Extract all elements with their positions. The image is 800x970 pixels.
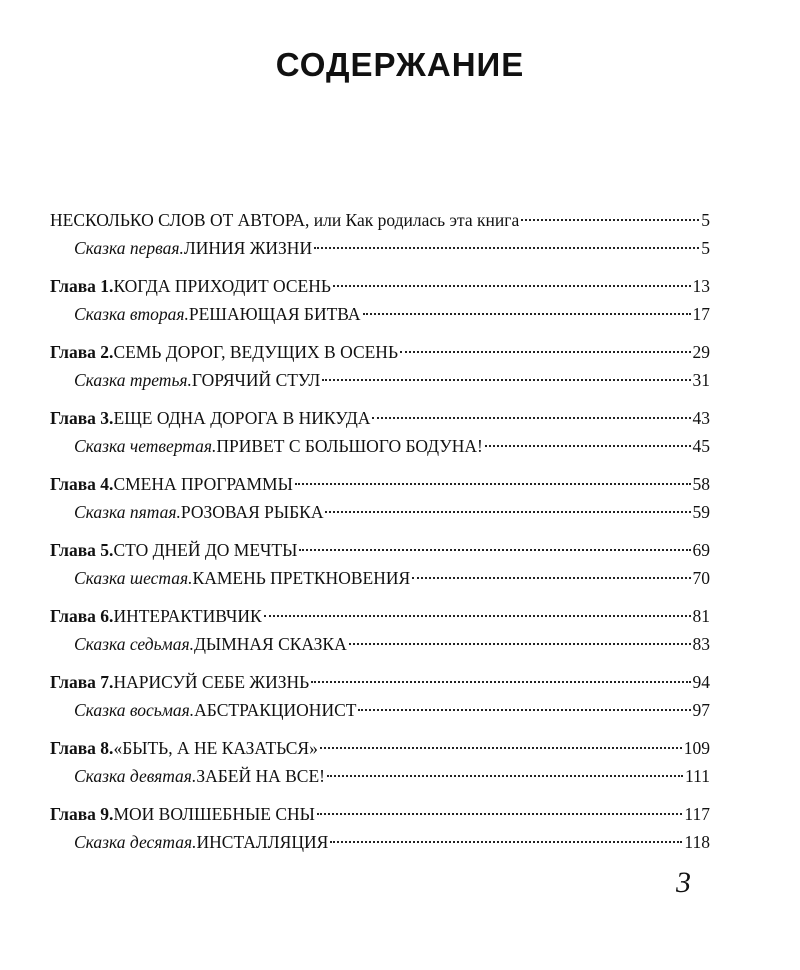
- entry-page-number: 118: [684, 832, 710, 852]
- entry-title: ИНТЕРАКТИВЧИК: [113, 606, 262, 626]
- page-title: СОДЕРЖАНИЕ: [275, 46, 525, 83]
- entry-title: СЕМЬ ДОРОГ, ВЕДУЩИХ В ОСЕНЬ: [113, 342, 398, 362]
- chapter-label: Глава 8.: [50, 738, 114, 758]
- entry-page-number: 5: [701, 210, 710, 230]
- tale-label: Сказка девятая.: [74, 766, 197, 786]
- toc-entry-tale: [74, 564, 710, 592]
- entry-title: КОГДА ПРИХОДИТ ОСЕНЬ: [113, 276, 331, 296]
- toc-entry-chapter: [50, 668, 710, 696]
- toc-entry-tale: [74, 234, 710, 262]
- entry-page-number: 43: [692, 408, 710, 428]
- toc-group: [0, 536, 800, 592]
- entry-title: РОЗОВАЯ РЫБКА: [180, 502, 324, 522]
- entry-title: РЕШАЮЩАЯ БИТВА: [188, 304, 361, 324]
- entry-page-number: 70: [692, 568, 710, 588]
- toc-entry-chapter: [50, 272, 710, 300]
- toc-group: [0, 470, 800, 526]
- tale-label: Сказка восьмая.: [74, 700, 195, 720]
- toc-group: [0, 338, 800, 394]
- dot-leader: [317, 813, 683, 815]
- chapter-label: Глава 3.: [50, 408, 114, 428]
- tale-label: Сказка третья.: [74, 370, 192, 390]
- tale-label: Сказка пятая.: [74, 502, 181, 522]
- dot-leader: [311, 681, 690, 683]
- toc-entry-chapter: [50, 404, 710, 432]
- entry-page-number: 31: [692, 370, 710, 390]
- entry-page-number: 5: [701, 238, 710, 258]
- entry-page-number: 109: [683, 738, 710, 758]
- tale-label: Сказка первая.: [74, 238, 184, 258]
- dot-leader: [264, 615, 691, 617]
- entry-page-number: 81: [692, 606, 710, 626]
- toc-group: [0, 602, 800, 658]
- entry-page-number: 13: [692, 276, 710, 296]
- entry-title: ПРИВЕТ С БОЛЬШОГО БОДУНА!: [216, 436, 483, 456]
- dot-leader: [320, 747, 682, 749]
- dot-leader: [314, 247, 699, 249]
- entry-title: СТО ДНЕЙ ДО МЕЧТЫ: [113, 540, 298, 560]
- chapter-label: Глава 2.: [50, 342, 114, 362]
- entry-page-number: 45: [692, 436, 710, 456]
- toc-entry-chapter: [50, 602, 710, 630]
- dot-leader: [330, 841, 682, 843]
- entry-title: ЗАБЕЙ НА ВСЕ!: [196, 766, 325, 786]
- dot-leader: [349, 643, 691, 645]
- toc-entry-tale: [74, 498, 710, 526]
- toc-entry-chapter: [50, 470, 710, 498]
- entry-page-number: 59: [692, 502, 710, 522]
- chapter-label: Глава 7.: [50, 672, 114, 692]
- toc-entry-tale: [74, 300, 710, 328]
- toc-entry-tale: [74, 366, 710, 394]
- entry-page-number: 69: [692, 540, 710, 560]
- entry-title: КАМЕНЬ ПРЕТКНОВЕНИЯ: [192, 568, 411, 588]
- entry-title: СМЕНА ПРОГРАММЫ: [113, 474, 293, 494]
- toc-group: [0, 404, 800, 460]
- tale-label: Сказка десятая.: [74, 832, 197, 852]
- tale-label: Сказка четвертая.: [74, 436, 217, 456]
- entry-page-number: 111: [685, 766, 710, 786]
- table-of-contents: [0, 206, 800, 866]
- chapter-label: Глава 4.: [50, 474, 114, 494]
- dot-leader: [521, 219, 699, 221]
- entry-title: НАРИСУЙ СЕБЕ ЖИЗНЬ: [113, 672, 310, 692]
- toc-entry-chapter: [50, 338, 710, 366]
- entry-title: «БЫТЬ, А НЕ КАЗАТЬСЯ»: [113, 738, 318, 758]
- dot-leader: [325, 511, 690, 513]
- dot-leader: [333, 285, 691, 287]
- entry-title: ДЫМНАЯ СКАЗКА: [194, 634, 347, 654]
- toc-group: [0, 734, 800, 790]
- dot-leader: [372, 417, 690, 419]
- toc-entry-chapter: [50, 536, 710, 564]
- dot-leader: [327, 775, 683, 777]
- dot-leader: [400, 351, 691, 353]
- toc-entry-tale: [74, 762, 710, 790]
- tale-label: Сказка седьмая.: [74, 634, 194, 654]
- chapter-label: Глава 1.: [50, 276, 114, 296]
- toc-entry-preface: [50, 206, 710, 234]
- entry-title: НЕСКОЛЬКО СЛОВ ОТ АВТОРА, или Как родилась эта книга: [50, 210, 520, 230]
- toc-entry-tale: [74, 696, 710, 724]
- tale-label: Сказка шестая.: [74, 568, 193, 588]
- entry-title: ЛИНИЯ ЖИЗНИ: [183, 238, 313, 258]
- dot-leader: [322, 379, 690, 381]
- toc-entry-tale: [74, 432, 710, 460]
- entry-title: ЕЩЕ ОДНА ДОРОГА В НИКУДА: [113, 408, 371, 428]
- chapter-label: Глава 6.: [50, 606, 114, 626]
- entry-page-number: 29: [692, 342, 710, 362]
- entry-page-number: 97: [692, 700, 710, 720]
- toc-entry-chapter: [50, 734, 710, 762]
- dot-leader: [412, 577, 690, 579]
- dot-leader: [363, 313, 691, 315]
- entry-title: ИНСТАЛЛЯЦИЯ: [196, 832, 329, 852]
- toc-group: [0, 800, 800, 856]
- toc-entry-tale: [74, 828, 710, 856]
- entry-page-number: 94: [692, 672, 710, 692]
- chapter-label: Глава 5.: [50, 540, 114, 560]
- entry-page-number: 117: [684, 804, 710, 824]
- entry-title: МОИ ВОЛШЕБНЫЕ СНЫ: [113, 804, 315, 824]
- entry-page-number: 58: [692, 474, 710, 494]
- entry-title: ГОРЯЧИЙ СТУЛ: [191, 370, 321, 390]
- entry-title: АБСТРАКЦИОНИСТ: [194, 700, 357, 720]
- toc-group: [0, 272, 800, 328]
- tale-label: Сказка вторая.: [74, 304, 189, 324]
- dot-leader: [358, 709, 690, 711]
- toc-group: [0, 668, 800, 724]
- entry-page-number: 17: [692, 304, 710, 324]
- toc-group: [0, 206, 800, 262]
- toc-entry-chapter: [50, 800, 710, 828]
- chapter-label: Глава 9.: [50, 804, 114, 824]
- dot-leader: [299, 549, 690, 551]
- toc-entry-tale: [74, 630, 710, 658]
- dot-leader: [295, 483, 691, 485]
- page-number: 3: [676, 866, 691, 899]
- dot-leader: [485, 445, 691, 447]
- entry-page-number: 83: [692, 634, 710, 654]
